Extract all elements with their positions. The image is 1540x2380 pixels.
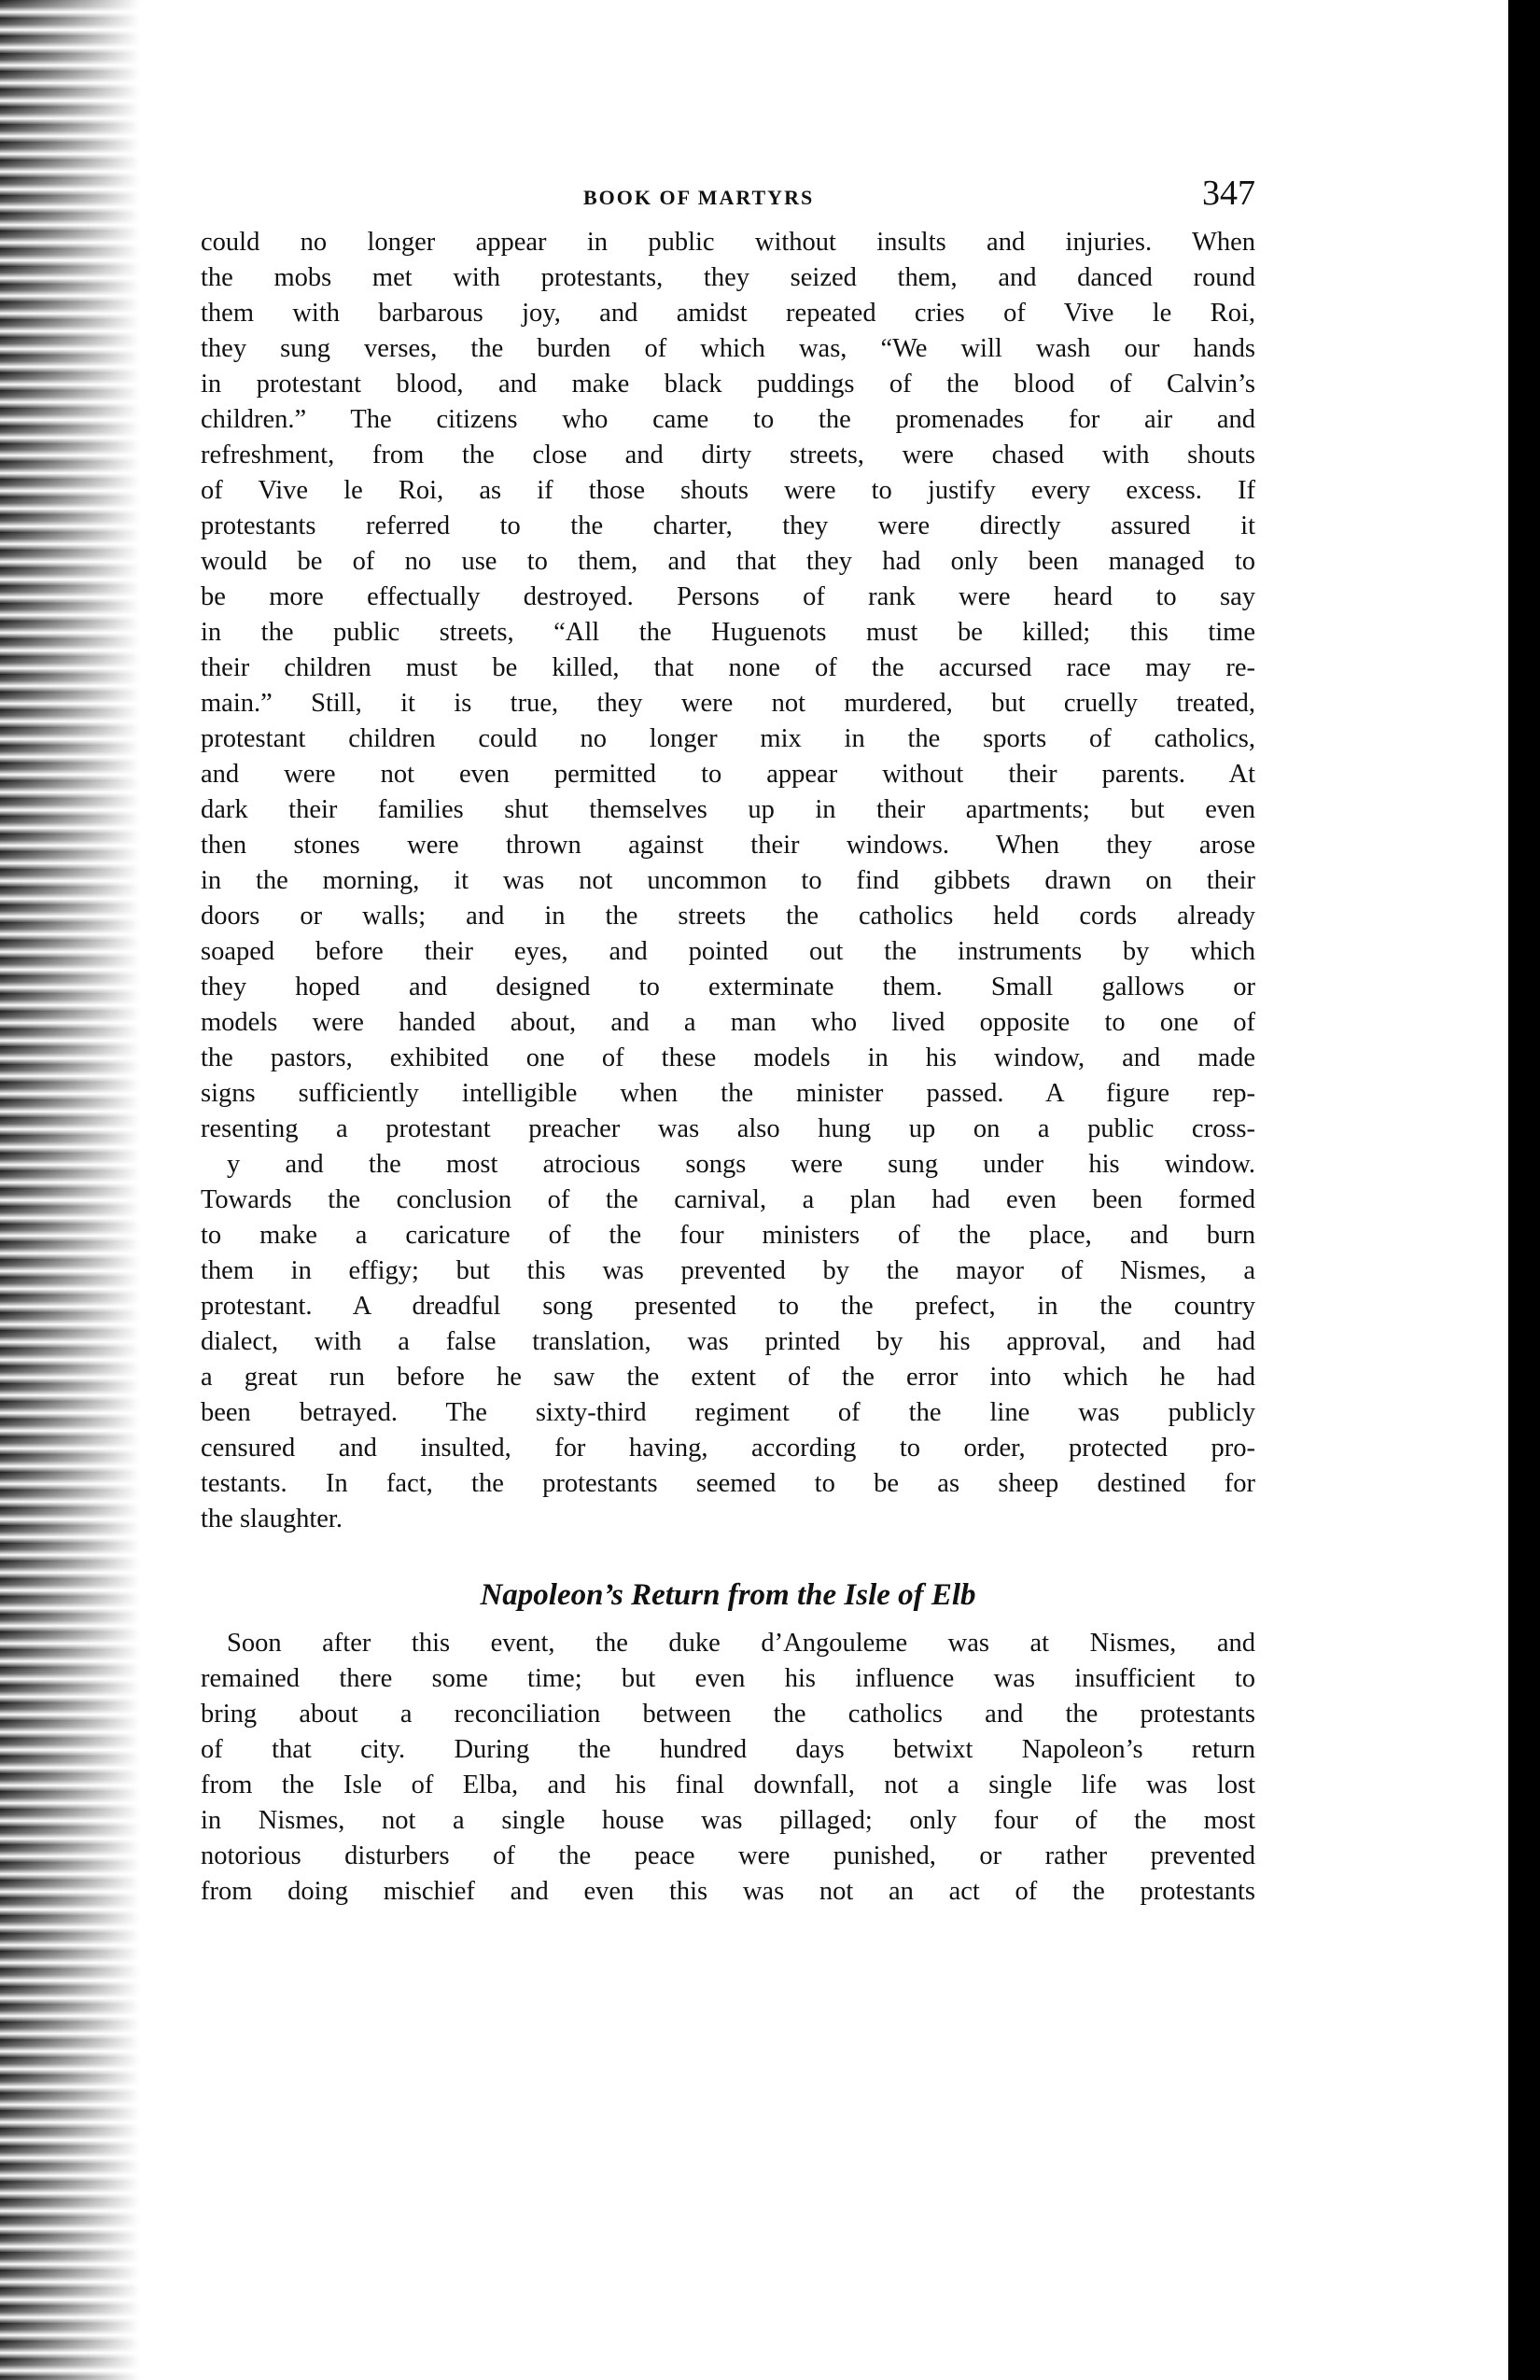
page-number: 347 <box>1202 174 1255 213</box>
text-line: in protestant blood, and make black puddings of the blood of Calvin’s <box>201 370 1255 399</box>
text-line: refreshment, from the close and dirty streets, were chased with shouts <box>201 441 1255 469</box>
text-line: signs sufficiently intelligible when the minister passed. A figure rep- <box>201 1079 1255 1108</box>
text-line: y and the most atrocious songs were sung under his window. <box>227 1150 1255 1179</box>
text-line: from the Isle of Elba, and his final downfall, not a single life was lost <box>201 1771 1255 1799</box>
text-line: and were not even permitted to appear without their parents. At <box>201 760 1255 789</box>
text-line: could no longer appear in public without insults and injuries. When <box>201 228 1255 257</box>
text-line: been betrayed. The sixty-third regiment of the line was publicly <box>201 1398 1255 1427</box>
text-line: the mobs met with protestants, they seized them, and danced round <box>201 263 1255 292</box>
text-line: from doing mischief and even this was not an act of the protestants <box>201 1877 1255 1906</box>
text-line: them in effigy; but this was prevented by the mayor of Nismes, a <box>201 1256 1255 1285</box>
text-line: testants. In fact, the protestants seemed to be as sheep destined for <box>201 1469 1255 1498</box>
section-heading: Napoleon’s Return from the Isle of Elb <box>480 1578 976 1612</box>
text-line: the slaughter. <box>201 1505 343 1533</box>
page-header <box>201 173 1255 225</box>
text-line: dialect, with a false translation, was printed by his approval, and had <box>201 1327 1255 1356</box>
text-line: their children must be killed, that none of the accursed race may re- <box>201 653 1255 682</box>
text-line: a great run before he saw the extent of the error into which he had <box>201 1363 1255 1392</box>
text-line: the pastors, exhibited one of these models in his window, and made <box>201 1043 1255 1072</box>
text-line: soaped before their eyes, and pointed out the instruments by which <box>201 937 1255 966</box>
text-line: them with barbarous joy, and amidst repeated cries of Vive le Roi, <box>201 299 1255 328</box>
text-line: then stones were thrown against their windows. When they arose <box>201 831 1255 860</box>
text-line: children.” The citizens who came to the promenades for air and <box>201 405 1255 434</box>
text-line: they sung verses, the burden of which was, “We will wash our hands <box>201 334 1255 363</box>
text-line: Soon after this event, the duke d’Angouleme was at Nismes, and <box>227 1629 1255 1658</box>
text-line: Towards the conclusion of the carnival, a plan had even been formed <box>201 1185 1255 1214</box>
text-line: in the public streets, “All the Huguenots must be killed; this time <box>201 618 1255 647</box>
book-page <box>201 173 1255 1910</box>
running-title: BOOK OF MARTYRS <box>583 186 815 209</box>
text-line: notorious disturbers of the peace were punished, or rather prevented <box>201 1841 1255 1870</box>
text-line: in Nismes, not a single house was pillaged; only four of the most <box>201 1806 1255 1835</box>
paragraph-1 <box>201 225 1255 1537</box>
text-line: bring about a reconciliation between the catholics and the protestants <box>201 1700 1255 1729</box>
text-line: to make a caricature of the four ministers of the place, and burn <box>201 1221 1255 1250</box>
text-line: censured and insulted, for having, according to order, protected pro- <box>201 1434 1255 1463</box>
text-line: they hoped and designed to exterminate them. Small gallows or <box>201 973 1255 1001</box>
text-line: in the morning, it was not uncommon to find gibbets drawn on their <box>201 866 1255 895</box>
paragraph-2 <box>201 1626 1255 1910</box>
text-line: models were handed about, and a man who lived opposite to one of <box>201 1008 1255 1037</box>
text-line: dark their families shut themselves up in their apartments; but even <box>201 795 1255 824</box>
text-line: protestant. A dreadful song presented to the prefect, in the country <box>201 1292 1255 1321</box>
scan-edge <box>1508 0 1540 2380</box>
text-line: of Vive le Roi, as if those shouts were to justify every excess. If <box>201 476 1255 505</box>
text-line: protestants referred to the charter, they were directly assured it <box>201 511 1255 540</box>
text-line: resenting a protestant preacher was also hung up on a public cross- <box>201 1114 1255 1143</box>
text-line: main.” Still, it is true, they were not murdered, but cruelly treated, <box>201 689 1255 718</box>
text-line: be more effectually destroyed. Persons of rank were heard to say <box>201 582 1255 611</box>
text-line: protestant children could no longer mix in the sports of catholics, <box>201 724 1255 753</box>
text-line: of that city. During the hundred days betwixt Napoleon’s return <box>201 1735 1255 1764</box>
text-line: would be of no use to them, and that they had only been managed to <box>201 547 1255 576</box>
text-line: doors or walls; and in the streets the catholics held cords already <box>201 902 1255 931</box>
page-binding-shadow <box>0 0 140 2380</box>
text-line: remained there some time; but even his influence was insufficient to <box>201 1664 1255 1693</box>
